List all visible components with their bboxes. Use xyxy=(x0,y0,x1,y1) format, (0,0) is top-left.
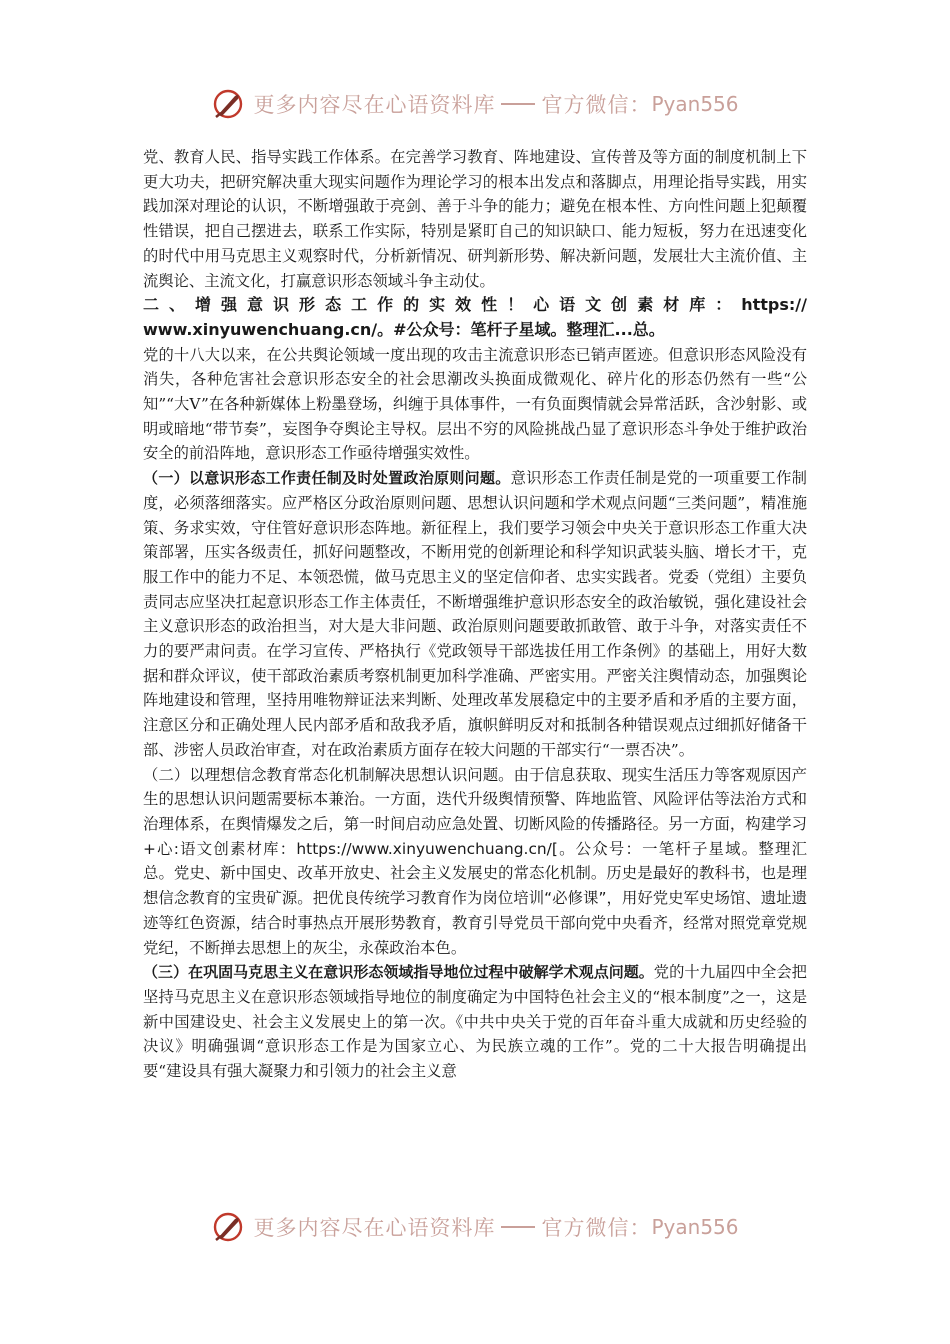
section-heading-line1: 二、增强意识形态工作的实效性！心语文创素材库：https:// xyxy=(143,295,807,315)
quill-logo-icon xyxy=(211,1210,245,1244)
header-watermark xyxy=(0,82,950,126)
watermark-id: Pyan556 xyxy=(651,92,739,116)
section-heading-line2: www.xinyuwenchuang.cn/。#公众号：笔杆子星域。整理汇...总。 xyxy=(143,319,665,339)
watermark-id: Pyan556 xyxy=(651,1215,739,1239)
subsection-1-title: （一）以意识形态工作责任制及时处置政治原则问题。 xyxy=(143,469,511,488)
subsection-3-body: 党的十九届四中全会把坚持马克思主义在意识形态领域指导地位的制度确定为中国特色社会主义的“根本制度”之一，这是新中国建设史、社会主义发展史上的第一次。《中共中央关于党的百年奋斗重大成就和历史经验的决议》明确强调“意识形态工作是为国家立心、为民族立魂的工作”。党的二十大报告明确提出要“建设具有强大凝聚力和引领力的社会主义意 xyxy=(143,963,807,1081)
watermark-dash xyxy=(501,103,535,105)
watermark-text: 更多内容尽在心语资料库 xyxy=(253,93,496,117)
subsection-2: （二）以理想信念教育常态化机制解决思想认识问题。由于信息获取、现实生活压力等客观原因产生的思想认识问题需要标本兼治。一方面，迭代升级舆情预警、阵地监管、风险评估等法治方式和治理体系，在舆情爆发之后，第一时间启动应急处置、切断风险的传播路径。另一方面，构建学习+心:语文创素材库：https://www.xinyuwenchuang.cn/[。公众号：一笔杆子星域。整理汇总。党史、新中国史、改革开放史、社会主义发展史的常态化机制。历史是最好的教科书，也是理想信念教育的宝贵矿源。把优良传统学习教育作为岗位培训“必修课”，用好党史军史场馆、遗址遗迹等红色资源，结合时事热点开展形势教育，教育引导党员干部向党中央看齐，经常对照党章党规党纪，不断掸去思想上的灰尘，永葆政治本色。 xyxy=(143,765,807,957)
quill-logo-icon xyxy=(211,87,245,121)
subsection-1-body: 意识形态工作责任制是党的一项重要工作制度，必须落细落实。应严格区分政治原则问题、思想认识问题和学术观点问题“三类问题”，精准施策、务求实效，守住管好意识形态阵地。新征程上，我们要学习领会中央关于意识形态工作重大决策部署，压实各级责任，抓好问题整改，不断用党的创新理论和科学知识武装头脑、增长才干，克服工作中的能力不足、本领恐慌，做马克思主义的坚定信仰者、忠实实践者。党委（党组）主要负责同志应坚决扛起意识形态工作主体责任，不断增强维护意识形态安全的政治敏锐，强化建设社会主义意识形态的政治担当，对大是大非问题、政治原则问题要敢抓敢管、敢于斗争，对落实责任不力的要严肃问责。在学习宣传、严格执行《党政领导干部选拔任用工作条例》的基础上，用好大数据和群众评议，使干部政治素质考察机制更加科学准确、严密实用。严密关注舆情动态，加强舆论阵地建设和管理，坚持用唯物辩证法来判断、处理改革发展稳定中的主要矛盾和矛盾的主要方面，注意区分和正确处理人民内部矛盾和敌我矛盾，旗帜鲜明反对和抵制各种错误观点过细抓好储备干部、涉密人员政治审查，对在政治素质方面存在较大问题的干部实行“一票否决”。 xyxy=(143,469,807,759)
paragraph-intro: 党、教育人民、指导实践工作体系。在完善学习教育、阵地建设、宣传普及等方面的制度机制上下更大功夫，把研究解决重大现实问题作为理论学习的根本出发点和落脚点，用理论指导实践，用实践加深对理论的认识，不断增强敢于亮剑、善于斗争的能力；避免在根本性、方向性问题上犯颠覆性错误，把自己摆进去，联系工作实际，特别是紧盯自己的知识缺口、能力短板，努力在迅速变化的时代中用马克思主义观察时代，分析新情况、研判新形势、解决新问题，发展壮大主流价值、主流舆论、主流文化，打赢意识形态领域斗争主动仗。 xyxy=(143,148,807,290)
watermark-dash xyxy=(501,1226,535,1228)
subsection-3-title: （三）在巩固马克思主义在意识形态领域指导地位过程中破解学术观点问题。 xyxy=(143,963,654,982)
subsection-3 xyxy=(143,960,807,1084)
watermark-label: 官方微信： xyxy=(541,1216,652,1240)
subsection-1 xyxy=(143,466,807,762)
paragraph-risk: 党的十八大以来，在公共舆论领域一度出现的攻击主流意识形态已销声匿迹。但意识形态风险没有消失，各种危害社会意识形态安全的社会思潮改头换面成微观化、碎片化的形态仍然有一些“公知”“大V”在各种新媒体上粉墨登场，纠缠于具体事件，一有负面舆情就会异常活跃，含沙射影、或明或暗地“带节奏”，妄图争夺舆论主导权。层出不穷的风险挑战凸显了意识形态斗争处于维护政治安全的前沿阵地，意识形态工作亟待增强实效性。 xyxy=(143,345,807,463)
watermark-label: 官方微信： xyxy=(541,93,652,117)
watermark-text: 更多内容尽在心语资料库 xyxy=(253,1216,496,1240)
document-body xyxy=(143,145,807,1084)
footer-watermark xyxy=(0,1205,950,1249)
